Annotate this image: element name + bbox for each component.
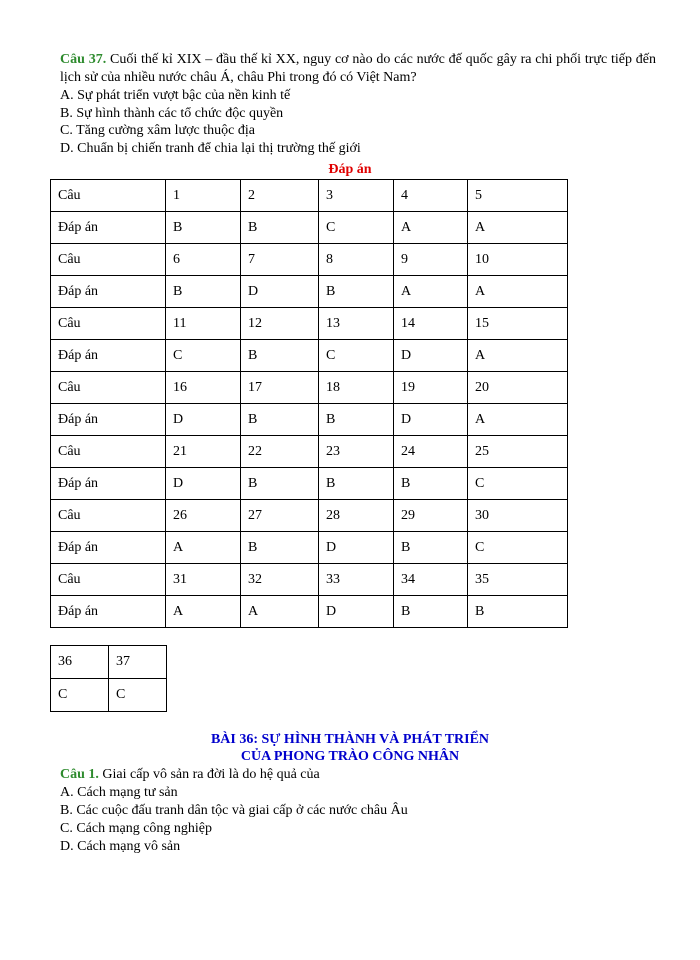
question-37-option-b: B. Sự hình thành các tổ chức độc quyền bbox=[60, 105, 284, 121]
answer-key-cell: 19 bbox=[394, 372, 468, 404]
answer-key-cell: 20 bbox=[468, 372, 568, 404]
answer-key-row-label: Câu bbox=[51, 500, 166, 532]
answer-key-cell: 8 bbox=[319, 244, 394, 276]
answer-key-cell: 6 bbox=[166, 244, 241, 276]
question-37-stem bbox=[60, 51, 656, 87]
answer-key-row bbox=[51, 308, 568, 340]
answer-key-cell: B bbox=[241, 468, 319, 500]
answer-key-cell: 15 bbox=[468, 308, 568, 340]
answer-key-cell: B bbox=[394, 596, 468, 628]
answer-key-cell: 31 bbox=[166, 564, 241, 596]
answer-key-cell: B bbox=[394, 532, 468, 564]
answer-key-tail-table bbox=[50, 645, 167, 712]
answer-key-cell: 16 bbox=[166, 372, 241, 404]
answer-key-cell: A bbox=[241, 596, 319, 628]
answer-key-row bbox=[51, 244, 568, 276]
answer-key-cell: 11 bbox=[166, 308, 241, 340]
answer-key-tail-row bbox=[51, 679, 167, 712]
question-37-text: Cuối thế kỉ XIX – đầu thế kỉ XX, nguy cơ nào do các nước đế quốc gây ra chi phối trực tiếp đến lịch sử của nhiều nước châu Á, châu Phi trong đó có Việt Nam? bbox=[60, 52, 657, 85]
answer-key-cell: 34 bbox=[394, 564, 468, 596]
answer-key-row-label: Đáp án bbox=[51, 468, 166, 500]
answer-key-cell: B bbox=[319, 276, 394, 308]
answer-key-row bbox=[51, 372, 568, 404]
answer-key-tail-cell: 36 bbox=[51, 646, 109, 679]
answer-key-row bbox=[51, 500, 568, 532]
answer-key-row bbox=[51, 436, 568, 468]
answer-key-cell: B bbox=[468, 596, 568, 628]
answer-key-cell: 10 bbox=[468, 244, 568, 276]
answer-key-row bbox=[51, 564, 568, 596]
answer-key-cell: B bbox=[319, 468, 394, 500]
answer-key-cell: 33 bbox=[319, 564, 394, 596]
answer-key-cell: A bbox=[166, 596, 241, 628]
answer-key-row-label: Đáp án bbox=[51, 276, 166, 308]
answer-key-cell: 4 bbox=[394, 180, 468, 212]
answer-key-cell: B bbox=[319, 404, 394, 436]
answer-key-row bbox=[51, 212, 568, 244]
answer-key-cell: A bbox=[394, 212, 468, 244]
question-1 bbox=[60, 766, 660, 856]
answer-key-row-label: Câu bbox=[51, 372, 166, 404]
question-1-text: Giai cấp vô sản ra đời là do hệ quả của bbox=[98, 767, 320, 782]
answer-key-cell: 28 bbox=[319, 500, 394, 532]
answer-key-title: Đáp án bbox=[328, 162, 372, 177]
answer-key-cell: 35 bbox=[468, 564, 568, 596]
answer-key-cell: D bbox=[394, 340, 468, 372]
answer-key-cell: B bbox=[241, 404, 319, 436]
answer-key-cell: 17 bbox=[241, 372, 319, 404]
answer-key-row-label: Đáp án bbox=[51, 532, 166, 564]
answer-key-cell: 9 bbox=[394, 244, 468, 276]
answer-key-cell: 21 bbox=[166, 436, 241, 468]
answer-key-cell: 32 bbox=[241, 564, 319, 596]
answer-key-cell: B bbox=[241, 340, 319, 372]
answer-key-cell: A bbox=[468, 276, 568, 308]
answer-key-row-label: Câu bbox=[51, 180, 166, 212]
answer-key-cell: 18 bbox=[319, 372, 394, 404]
answer-key-row-label: Đáp án bbox=[51, 404, 166, 436]
answer-key-cell: 26 bbox=[166, 500, 241, 532]
answer-key-row bbox=[51, 180, 568, 212]
answer-key-cell: D bbox=[319, 596, 394, 628]
answer-key-tail-cell: 37 bbox=[109, 646, 167, 679]
answer-key-cell: 2 bbox=[241, 180, 319, 212]
answer-key-cell: 13 bbox=[319, 308, 394, 340]
answer-key-cell: B bbox=[394, 468, 468, 500]
answer-key-cell: B bbox=[166, 276, 241, 308]
answer-key-cell: B bbox=[241, 532, 319, 564]
answer-key-cell: C bbox=[319, 212, 394, 244]
question-1-stem bbox=[60, 766, 660, 784]
answer-key-cell: 7 bbox=[241, 244, 319, 276]
answer-key-cell: C bbox=[468, 468, 568, 500]
answer-key-row-label: Câu bbox=[51, 436, 166, 468]
answer-key-row bbox=[51, 404, 568, 436]
question-1-option-b: B. Các cuộc đấu tranh dân tộc và giai cấp ở các nước châu Âu bbox=[60, 803, 408, 818]
answer-key-cell: A bbox=[394, 276, 468, 308]
answer-key-tail-cell: C bbox=[109, 679, 167, 712]
lesson-title-line-2: CỦA PHONG TRÀO CÔNG NHÂN bbox=[240, 749, 460, 764]
answer-key-cell: A bbox=[468, 212, 568, 244]
answer-key-cell: 29 bbox=[394, 500, 468, 532]
answer-key-cell: 22 bbox=[241, 436, 319, 468]
answer-key-cell: 3 bbox=[319, 180, 394, 212]
answer-key-cell: B bbox=[166, 212, 241, 244]
question-37-option-a: A. Sự phát triển vượt bậc của nền kinh tế bbox=[60, 88, 291, 103]
answer-key-row-label: Câu bbox=[51, 244, 166, 276]
answer-key-cell: 5 bbox=[468, 180, 568, 212]
question-37-option-d: D. Chuẩn bị chiến tranh để chia lại thị trường thế giới bbox=[60, 140, 361, 156]
question-1-label: Câu 1. bbox=[60, 767, 99, 782]
question-1-option-c: C. Cách mạng công nghiệp bbox=[60, 821, 213, 836]
answer-key-cell: 23 bbox=[319, 436, 394, 468]
answer-key-cell: D bbox=[166, 404, 241, 436]
answer-key-table bbox=[50, 179, 568, 628]
answer-key-cell: 14 bbox=[394, 308, 468, 340]
answer-key-row bbox=[51, 596, 568, 628]
answer-key-tail-cell: C bbox=[51, 679, 109, 712]
answer-key-row bbox=[51, 340, 568, 372]
answer-key-cell: 24 bbox=[394, 436, 468, 468]
answer-key-row bbox=[51, 468, 568, 500]
answer-key-cell: D bbox=[319, 532, 394, 564]
question-37-label: Câu 37. bbox=[60, 52, 107, 67]
answer-key-cell: A bbox=[468, 340, 568, 372]
answer-key-cell: D bbox=[394, 404, 468, 436]
answer-key-row bbox=[51, 532, 568, 564]
question-1-option-a: A. Cách mạng tư sản bbox=[60, 785, 178, 800]
answer-key-row-label: Đáp án bbox=[51, 596, 166, 628]
answer-key-cell: C bbox=[166, 340, 241, 372]
answer-key-row-label: Đáp án bbox=[51, 212, 166, 244]
answer-key-cell: C bbox=[468, 532, 568, 564]
answer-key-cell: 12 bbox=[241, 308, 319, 340]
answer-key-row bbox=[51, 276, 568, 308]
answer-key-cell: 30 bbox=[468, 500, 568, 532]
answer-key-cell: A bbox=[166, 532, 241, 564]
question-37-option-c: C. Tăng cường xâm lược thuộc địa bbox=[60, 123, 255, 138]
answer-key-cell: D bbox=[241, 276, 319, 308]
answer-key-cell: D bbox=[166, 468, 241, 500]
answer-key-cell: A bbox=[468, 404, 568, 436]
answer-key-cell: 27 bbox=[241, 500, 319, 532]
answer-key-row-label: Đáp án bbox=[51, 340, 166, 372]
answer-key-cell: 1 bbox=[166, 180, 241, 212]
lesson-title-line-1: BÀI 36: SỰ HÌNH THÀNH VÀ PHÁT TRIỂN bbox=[210, 732, 490, 747]
question-1-option-d: D. Cách mạng vô sản bbox=[60, 839, 181, 854]
lesson-title bbox=[0, 731, 700, 765]
answer-key-cell: C bbox=[319, 340, 394, 372]
answer-key-row-label: Câu bbox=[51, 308, 166, 340]
question-37 bbox=[60, 51, 656, 157]
answer-key-cell: 25 bbox=[468, 436, 568, 468]
answer-key-cell: B bbox=[241, 212, 319, 244]
answer-key-row-label: Câu bbox=[51, 564, 166, 596]
answer-key-tail-row bbox=[51, 646, 167, 679]
